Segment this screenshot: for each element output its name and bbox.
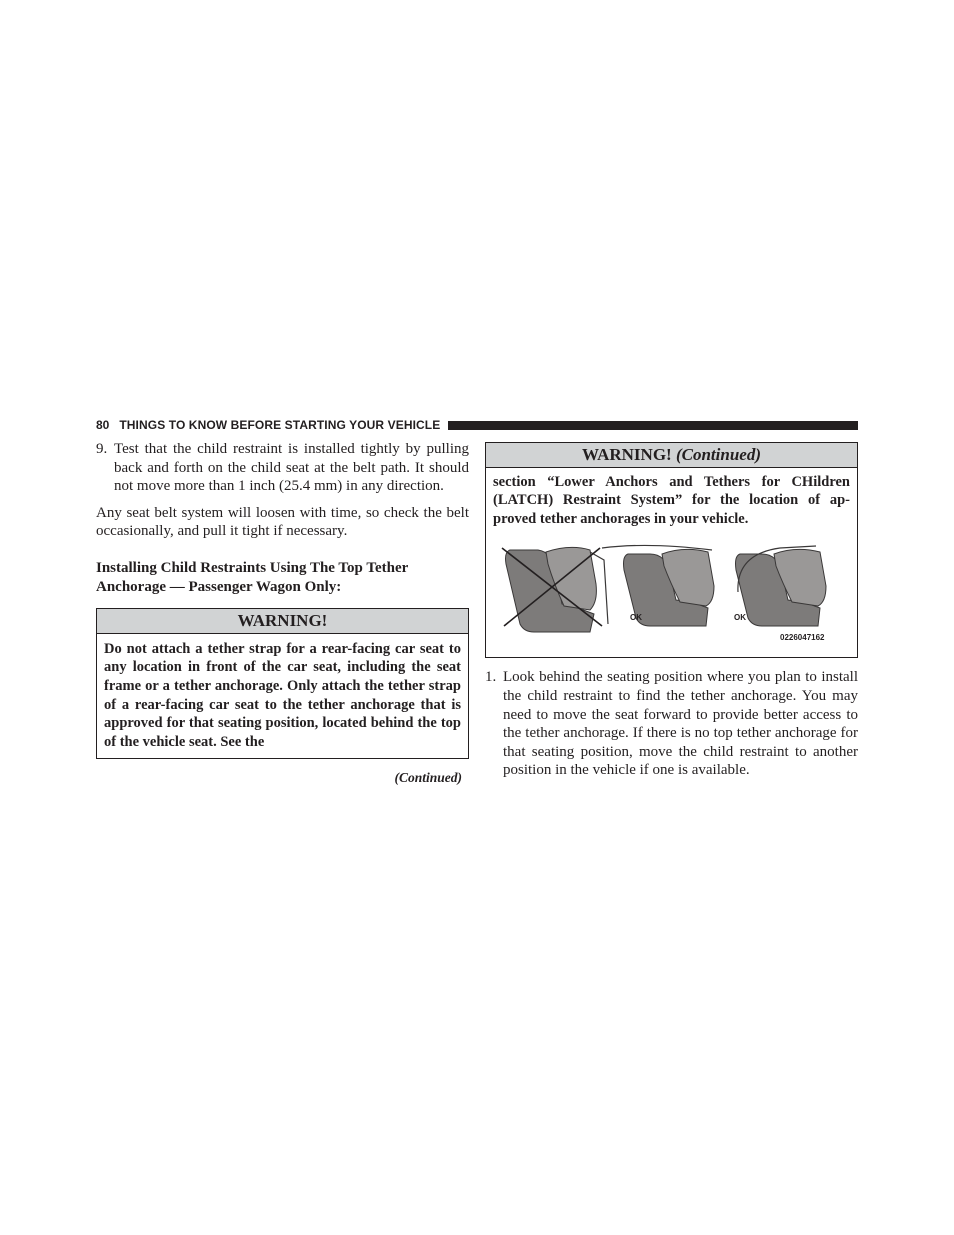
warning-box-continued <box>485 442 858 658</box>
right-column <box>485 442 858 788</box>
warning-box <box>96 608 469 759</box>
ok-label-1: OK <box>630 613 642 623</box>
warning-text: section “Lower Anchors and Tethers for CHildren (LATCH) Restraint System” for the location of ap-proved tether anchorages in your vehicle. <box>493 473 850 527</box>
tether-illustration <box>498 544 844 649</box>
step-1 <box>485 668 858 780</box>
page-header <box>96 416 858 434</box>
warning-title-continued: (Continued) <box>675 445 761 464</box>
section-title: THINGS TO KNOW BEFORE STARTING YOUR VEHICLE <box>119 418 441 432</box>
header-rule <box>448 421 858 430</box>
figure-code: 0226047162 <box>780 633 825 643</box>
warning-title <box>486 443 857 468</box>
seat-figure-3 <box>734 546 826 626</box>
warning-title: WARNING! <box>97 609 468 634</box>
step-text: Look behind the seating position where you plan to install the child restraint to find the tether anchorage. You may need to move the seat forward to provide better access to the tether anchorage. If there is no top tether anchorage for that seating position, move the child restraint to another position in the vehicle if one is available. <box>503 669 858 779</box>
body-paragraph: Any seat belt system will loosen with time, so check the belt occasionally, and pull it tight if necessary. <box>96 504 469 540</box>
section-heading: Installing Child Restraints Using The Top Tether Anchorage — Passenger Wagon Only: <box>96 559 409 595</box>
step-number: 1. <box>485 669 497 686</box>
seat-figure-2 <box>602 546 714 627</box>
left-column <box>96 440 469 788</box>
step-number: 9. <box>96 441 108 457</box>
continued-note: (Continued) <box>394 770 462 786</box>
page-number: 80 <box>96 418 110 432</box>
step-9 <box>96 440 469 496</box>
warning-title-text: WARNING! <box>581 445 672 464</box>
warning-text: Do not attach a tether strap for a rear-facing car seat to any location in front of the car seat, including the seat frame or a tether anchorage. Only attach the tether strap of a rear-facing car seat to the tether anchorage that is approved for that seating position, located behind the top of the vehicle seat. See the <box>104 640 461 750</box>
seat-figure-1 <box>502 548 608 633</box>
step-text: Test that the child restraint is installed tightly by pulling back and forth on the child seat at the belt path. It should not move more than 1 inch (25.4 mm) in any direction. <box>114 441 469 495</box>
ok-label-2: OK <box>734 613 746 623</box>
